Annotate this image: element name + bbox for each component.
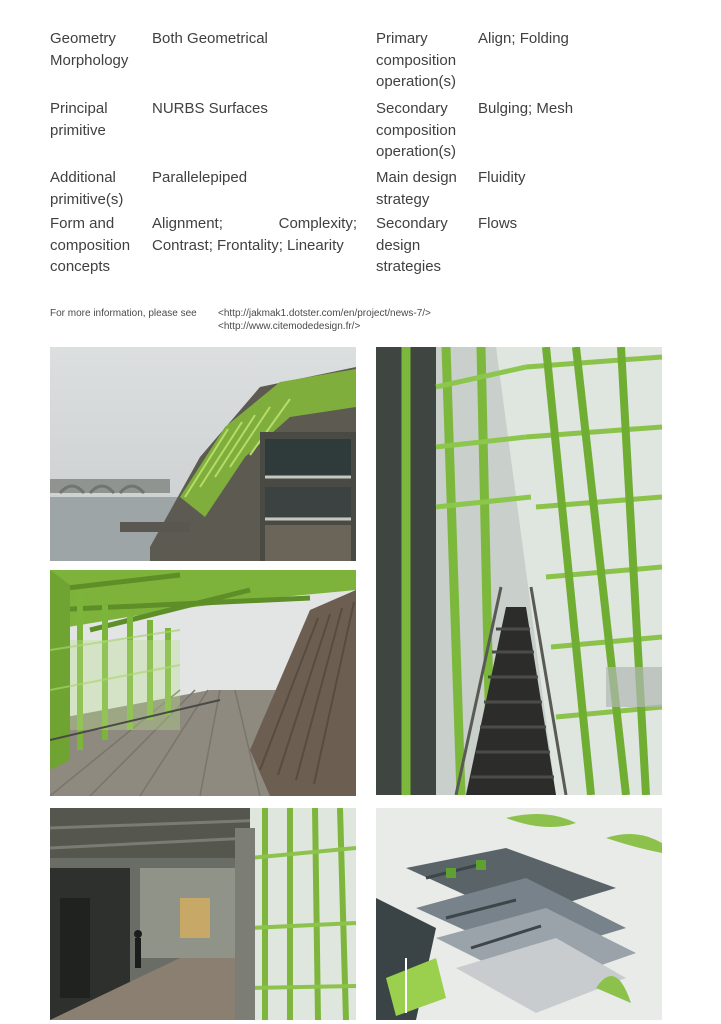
info-link-1[interactable]: <http://jakmak1.dotster.com/en/project/news-7/> [218, 308, 431, 319]
photo-staircase-interior [376, 347, 662, 795]
value-primary-composition: Align; Folding [478, 30, 569, 47]
label-secondary-composition: Secondary composition operation(s) [376, 100, 457, 160]
photo-interior-lobby [50, 808, 356, 1020]
info-link-2[interactable]: <http://www.citemodedesign.fr/> [218, 321, 361, 332]
label-primary-composition: Primary composition operation(s) [376, 30, 457, 90]
value-secondary-composition: Bulging; Mesh [478, 100, 574, 117]
value-form-composition-concepts: Alignment; Complexity; Contrast; Frontality; Linearity [152, 215, 357, 254]
label-main-design-strategy: Main design strategy [376, 169, 457, 208]
label-geometry-morphology: Geometry Morphology [50, 30, 129, 69]
value-main-design-strategy: Fluidity [478, 169, 526, 186]
label-principal-primitive: Principal primitive [50, 100, 108, 139]
photo-exterior-riverside [50, 347, 356, 561]
photo-axonometric-model [376, 808, 662, 1020]
value-principal-primitive: NURBS Surfaces [152, 100, 268, 117]
info-prefix: For more information, please see [50, 308, 197, 319]
value-secondary-design-strategies: Flows [478, 215, 518, 232]
label-additional-primitive: Additional primitive(s) [50, 169, 124, 208]
photo-walkway-green-structure [50, 570, 356, 796]
label-secondary-design-strategies: Secondary design strategies [376, 215, 448, 275]
label-form-composition-concepts: Form and composition concepts [50, 215, 131, 275]
value-additional-primitive: Parallelepiped [152, 169, 248, 186]
value-geometry-morphology: Both Geometrical [152, 30, 268, 47]
